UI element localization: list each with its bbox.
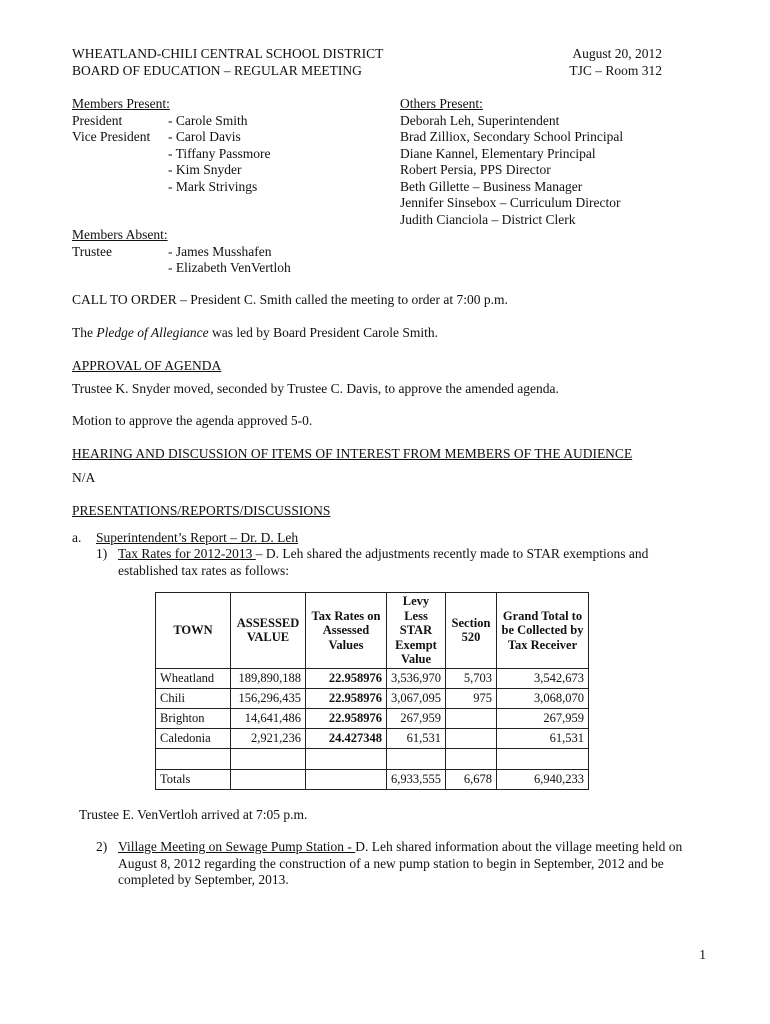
tax-rates-title: Tax Rates for 2012-2013 [118, 546, 256, 561]
table-row [156, 728, 589, 748]
agenda-heading: APPROVAL OF AGENDA [72, 358, 222, 373]
member-name: - Tiffany Passmore [168, 145, 271, 161]
member-role [72, 146, 168, 163]
column-header-tax-rates: Tax Rates on Assessed Values [306, 593, 387, 669]
assessed-cell: 156,296,435 [231, 688, 306, 708]
member-name: - Mark Strivings [168, 178, 258, 194]
village-meeting-item [96, 839, 682, 889]
document-header-left [72, 46, 383, 79]
section520-cell: 975 [446, 688, 497, 708]
pledge-prefix: The [72, 325, 97, 340]
town-cell: Caledonia [156, 728, 231, 748]
member-role: President [72, 112, 123, 128]
totals-section520-cell: 6,678 [446, 769, 497, 789]
tax-rates-item [96, 546, 648, 579]
member-row [72, 162, 271, 179]
members-absent-section [72, 227, 291, 277]
member-role [72, 260, 168, 277]
member-row [72, 129, 271, 146]
column-header-section-520: Section 520 [446, 593, 497, 669]
others-present-name: Jennifer Sinsebox – Curriculum Director [400, 195, 621, 210]
table-row [156, 708, 589, 728]
others-present-name: Deborah Leh, Superintendent [400, 112, 560, 128]
list-marker: a. [72, 530, 82, 545]
section520-cell: 5,703 [446, 668, 497, 688]
section520-cell [446, 728, 497, 748]
agenda-motion: Trustee K. Snyder moved, seconded by Trustee C. Davis, to approve the amended agenda. [72, 381, 559, 396]
superintendent-report-title: Superintendent’s Report – Dr. D. Leh [96, 530, 299, 545]
town-cell: Chili [156, 688, 231, 708]
total-cell: 3,068,070 [497, 688, 589, 708]
others-present-heading: Others Present: [400, 96, 483, 111]
rate-cell: 24.427348 [306, 728, 387, 748]
column-header-levy: Levy Less STAR Exempt Value [387, 593, 446, 669]
total-cell: 61,531 [497, 728, 589, 748]
arrival-note: Trustee E. VenVertloh arrived at 7:05 p.m. [79, 807, 308, 822]
others-present-name: Judith Cianciola – District Clerk [400, 211, 576, 227]
rate-cell: 22.958976 [306, 688, 387, 708]
absent-member-row [72, 244, 291, 261]
total-cell: 3,542,673 [497, 668, 589, 688]
town-cell: Wheatland [156, 668, 231, 688]
meeting-date: August 20, 2012 [572, 46, 662, 61]
totals-grand-total-cell: 6,940,233 [497, 769, 589, 789]
others-present-section [400, 96, 623, 228]
pledge-paragraph [72, 325, 438, 342]
call-to-order: CALL TO ORDER – President C. Smith called the meeting to order at 7:00 p.m. [72, 292, 508, 307]
member-role [72, 179, 168, 196]
village-meeting-text-continued: completed by September, 2013. [118, 872, 289, 887]
member-row [72, 113, 271, 130]
list-marker: 2) [96, 839, 108, 854]
member-role [72, 162, 168, 179]
village-meeting-title: Village Meeting on Sewage Pump Station - [118, 839, 356, 854]
members-present-section [72, 96, 271, 195]
page-number: 1 [699, 947, 706, 962]
table-totals-row [156, 769, 589, 789]
column-header-town: TOWN [156, 593, 231, 669]
pledge-title: Pledge of Allegiance [96, 325, 209, 340]
totals-levy-cell: 6,933,555 [387, 769, 446, 789]
assessed-cell: 189,890,188 [231, 668, 306, 688]
village-meeting-text: D. Leh shared information about the village meeting held on [355, 839, 683, 854]
members-present-heading: Members Present: [72, 96, 170, 111]
hearing-text: N/A [72, 470, 96, 485]
member-row [72, 146, 271, 163]
others-present-name: Diane Kannel, Elementary Principal [400, 145, 596, 161]
column-header-grand-total: Grand Total to be Collected by Tax Receiver [497, 593, 589, 669]
member-name: - Kim Snyder [168, 162, 242, 177]
totals-label-cell: Totals [156, 769, 231, 789]
member-name: - Elizabeth VenVertloh [168, 260, 291, 275]
rate-cell: 22.958976 [306, 668, 387, 688]
town-cell: Brighton [156, 708, 231, 728]
others-present-name: Brad Zilliox, Secondary School Principal [400, 129, 624, 144]
table-header-row [156, 593, 589, 669]
meeting-location: TJC – Room 312 [569, 62, 662, 78]
member-role: Vice President [72, 129, 151, 144]
levy-cell: 61,531 [387, 728, 446, 748]
member-name: - Carol Davis [168, 129, 241, 144]
village-meeting-text-continued: August 8, 2012 regarding the construction of a new pump station to begin in September, 2012 and be [118, 855, 664, 871]
member-name: - James Musshafen [168, 243, 272, 259]
district-name: WHEATLAND-CHILI CENTRAL SCHOOL DISTRICT [72, 46, 384, 61]
table-row [156, 688, 589, 708]
total-cell: 267,959 [497, 708, 589, 728]
rate-cell: 22.958976 [306, 708, 387, 728]
member-name: - Carole Smith [168, 112, 248, 128]
member-role: Trustee [72, 243, 113, 259]
levy-cell: 3,536,970 [387, 668, 446, 688]
agenda-result: Motion to approve the agenda approved 5-0. [72, 413, 313, 428]
section520-cell [446, 708, 497, 728]
meeting-title: BOARD OF EDUCATION – REGULAR MEETING [72, 62, 362, 78]
others-present-name: Robert Persia, PPS Director [400, 162, 551, 177]
tax-rates-text-continued: established tax rates as follows: [118, 562, 289, 578]
hearing-heading: HEARING AND DISCUSSION OF ITEMS OF INTEREST FROM MEMBERS OF THE AUDIENCE [72, 446, 633, 461]
levy-cell: 3,067,095 [387, 688, 446, 708]
document-header-right [569, 46, 662, 79]
member-row [72, 179, 271, 196]
superintendent-report-item [72, 530, 298, 547]
table-row-blank [156, 748, 589, 769]
table-row [156, 668, 589, 688]
tax-rates-text: – D. Leh shared the adjustments recently made to STAR exemptions and [255, 546, 649, 561]
assessed-cell: 2,921,236 [231, 728, 306, 748]
presentations-heading: PRESENTATIONS/REPORTS/DISCUSSIONS [72, 503, 331, 518]
others-present-name: Beth Gillette – Business Manager [400, 178, 583, 194]
pledge-suffix: was led by Board President Carole Smith. [208, 325, 439, 340]
members-absent-heading: Members Absent: [72, 227, 168, 242]
absent-member-row [72, 260, 291, 277]
levy-cell: 267,959 [387, 708, 446, 728]
tax-rates-table [155, 592, 589, 790]
column-header-assessed-value: ASSESSED VALUE [231, 593, 306, 669]
assessed-cell: 14,641,486 [231, 708, 306, 728]
list-marker: 1) [96, 546, 108, 561]
